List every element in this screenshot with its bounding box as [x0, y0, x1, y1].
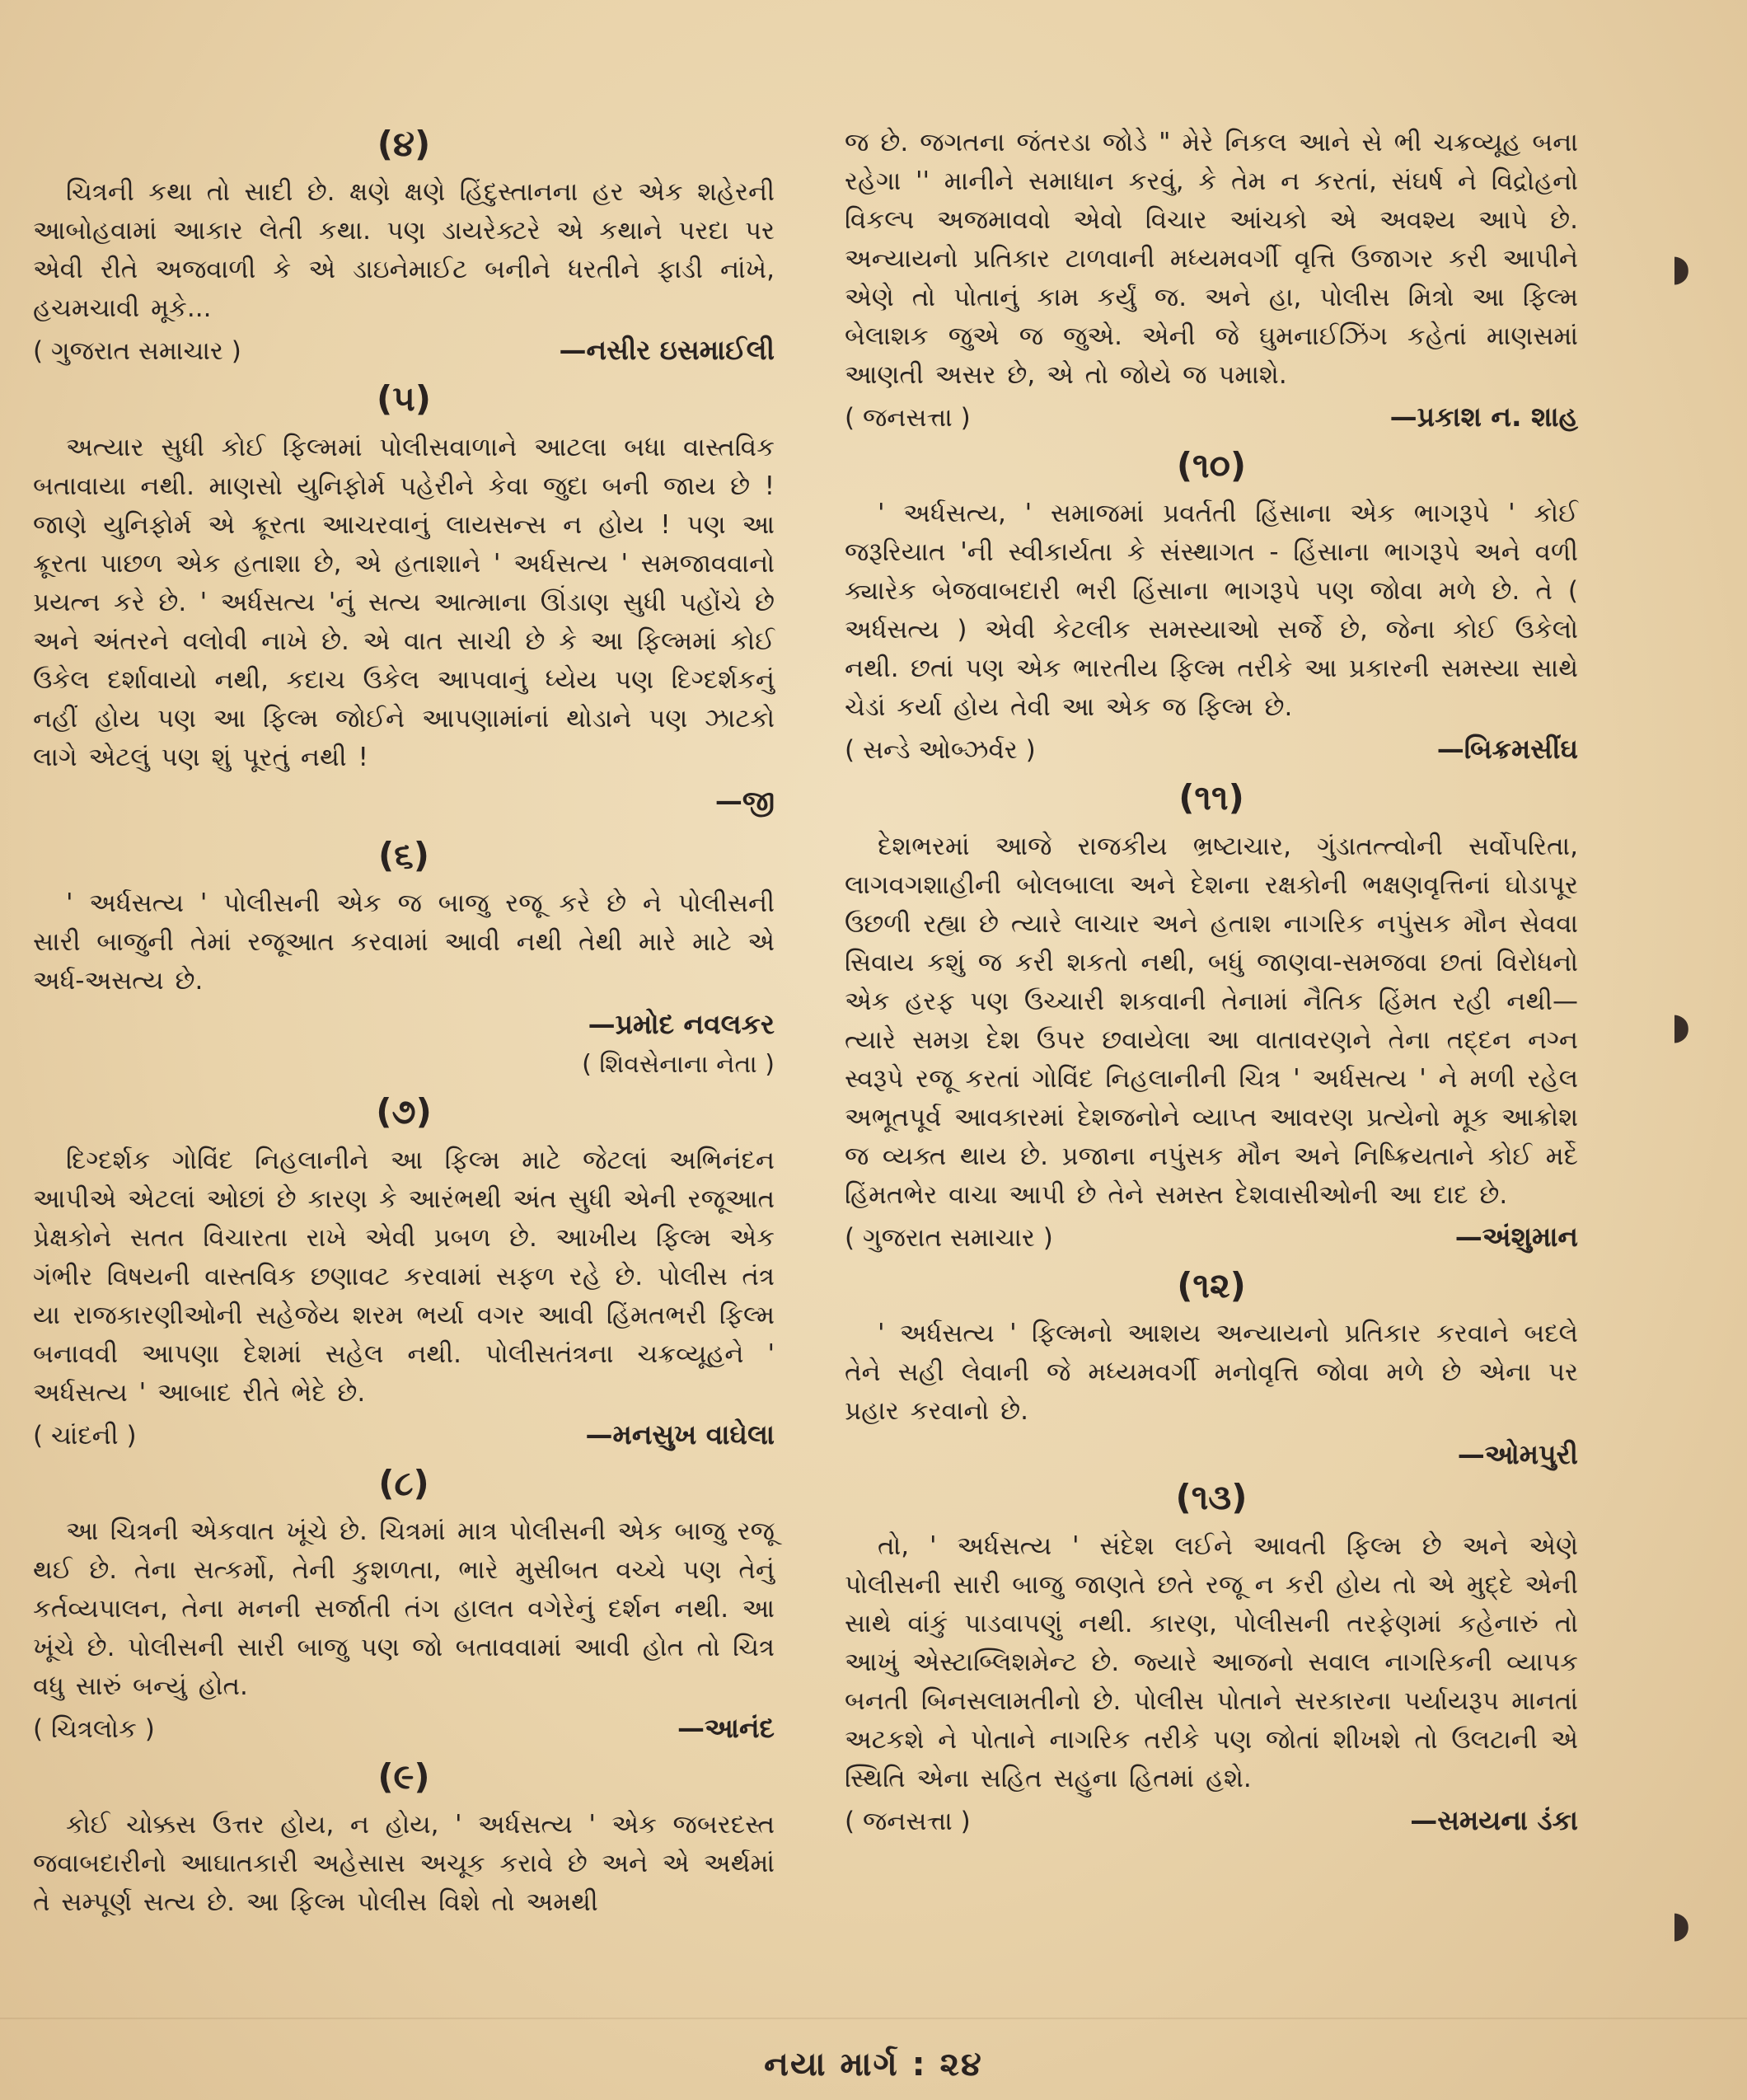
section-number: (૬): [378, 834, 429, 875]
author-name: —પ્રકાશ ન. શાહ: [1389, 401, 1578, 433]
section-number: (૧૦): [1176, 445, 1247, 485]
section-text: કોઈ ચોક્કસ ઉત્તર હોય, ન હોય, ' અર્ધસત્ય ' એક જબરદસ્ત જવાબદારીનો આઘાતકારી અહેસાસ અચૂક કરાવે છે અને એ અર્થમાં તે સમ્પૂર્ણ સત્ય છે. આ ફિલ્મ પોલીસ વિશે તો અમથી: [33, 1810, 775, 1918]
author-name: —જી: [714, 784, 775, 817]
margin-mark-icon: ◗: [1671, 247, 1691, 289]
signature-line: [845, 1802, 1578, 1840]
section-number: (૫): [377, 378, 431, 420]
signature-line: [33, 1416, 775, 1455]
section-text: તો, ' અર્ધસત્ય ' સંદેશ લઈને આવતી ફિલ્મ છે અને એણે પોલીસની સારી બાજુ જાણતે છતે રજૂ ન કરી હોય તો એ મુદ્દે એની સાથે વાંકું પાડવાપણું નથી. કારણ, પોલીસની તરફેણમાં કહેનારું તો આખું એસ્ટાબ્લિશમેન્ટ છે. જ્યારે આજનો સવાલ નાગરિકની વ્યાપક બનતી બિનસલામતીનો છે. પોલીસ પોતાને સરકારના પર્યાયરૂપ માનતાં અટકશે ને પોતાને નાગરિક તરીકે પણ જોતાં શીખશે તો ઉલટાની એ સ્થિતિ એના સહિત સહુના હિતમાં હશે.: [845, 1530, 1578, 1793]
section-10: [845, 445, 1578, 769]
source-name: ( જનસત્તા ): [845, 403, 971, 433]
section-4: [33, 124, 775, 370]
section-text: આ ચિત્રની એકવાત ખૂંચે છે. ચિત્રમાં માત્ર પોલીસની એક બાજુ રજૂ થઈ છે. તેના સત્કર્મો, તેની કુશળતા, ભારે મુસીબત વચ્ચે પણ તેનું કર્તવ્યપાલન, તેના મનની સર્જાતી તંગ હાલત વગેરેનું દર્શન નથી. આ ખૂંચે છે. પોલીસની સારી બાજુ પણ જો બતાવવામાં આવી હોત તો ચિત્ર વધુ સારું બન્યું હોત.: [33, 1516, 775, 1701]
author-name: —પ્રમોદ નવલકર: [588, 1008, 775, 1041]
section-text: જ છે. જગતના જંતરડા જોડે " મેરે નિકલ આને સે ભી ચક્રવ્યૂહ બના રહેગા '' માનીને સમાધાન કરવું, કે તેમ ન કરતાં, સંઘર્ષ ને વિદ્રોહનો વિકલ્પ અજમાવવો એવો વિચાર આંચકો એ અવશ્ય આપે છે. અન્યાયનો પ્રતિકાર ટાળવાની મધ્યમવર્ગી વૃત્તિ ઉજાગર કરી આપીને એણે તો પોતાનું કામ કર્યું જ. અને હા, પોલીસ મિત્રો આ ફિલ્મ બેલાશક જુએ જ જુએ. એની જે ઘુમનાઈઝિંગ કહેતાં માણસમાં આણતી અસર છે, એ તો જોયે જ પમાશે.: [845, 128, 1578, 390]
source-name: ( ચાંદની ): [33, 1420, 137, 1451]
section-number: (૧૧): [1178, 777, 1244, 818]
section-6: [33, 835, 775, 1083]
section-number: (૮): [378, 1462, 429, 1503]
right-column: [845, 124, 1578, 1849]
section-8: [33, 1463, 775, 1748]
signature-line: [845, 398, 1578, 437]
left-column: [33, 124, 775, 1922]
section-text: ' અર્ધસત્ય ' પોલીસની એક જ બાજુ રજૂ કરે છે ને પોલીસની સારી બાજુની તેમાં રજૂઆત કરવામાં આવી નથી તેથી મારે માટે એ અર્ધ-અસત્ય છે.: [33, 888, 775, 996]
signature-line: [33, 1709, 775, 1748]
author-name: —નસીર ઇસમાઈલી: [559, 334, 775, 367]
section-number: (૭): [376, 1091, 432, 1132]
section-11: [845, 777, 1578, 1256]
section-7: [33, 1091, 775, 1454]
section-9-continued: [845, 124, 1578, 437]
signature-line: [845, 1218, 1578, 1257]
margin-mark-icon: ◗: [1671, 1904, 1691, 1946]
source-name: ( જનસત્તા ): [845, 1806, 971, 1836]
section-text: દિગ્દર્શક ગોવિંદ નિહલાનીને આ ફિલ્મ માટે જેટલાં અભિનંદન આપીએ એટલાં ઓછાં છે કારણ કે આરંભથી અંત સુધી એની રજૂઆત પ્રેક્ષકોને સતત વિચારતા રાખે એવી પ્રબળ છે. આખીય ફિલ્મ એક ગંભીર વિષયની વાસ્તવિક છણાવટ કરવામાં સફળ રહે છે. પોલીસ તંત્ર યા રાજકારણીઓની સહેજેય શરમ ભર્યા વગર આવી હિંમતભરી ફિલ્મ બનાવવી આપણા દેશમાં સહેલ નથી. પોલીસતંત્રના ચક્રવ્યૂહને ' અર્ધસત્ય ' આબાદ રીતે ભેદે છે.: [33, 1145, 775, 1408]
section-12: [845, 1265, 1578, 1474]
section-text: દેશભરમાં આજે રાજકીય ભ્રષ્ટાચાર, ગુંડાતત્ત્વોની સર્વોપરિતા, લાગવગશાહીની બોલબાલા અને દેશના રક્ષકોની ભક્ષણવૃત્તિનાં ઘોડાપૂર ઉછળી રહ્યા છે ત્યારે લાચાર અને હતાશ નાગરિક નપુંસક મૌન સેવવા સિવાય કશું જ કરી શકતો નથી, બધું જાણવા-સમજવા છતાં વિરોધનો એક હરફ પણ ઉચ્ચારી શકવાની તેનામાં નૈતિક હિંમત રહી નથી—ત્યારે સમગ્ર દેશ ઉપર છવાયેલા આ વાતાવરણને તેના તદ્દન નગ્ન સ્વરૂપે રજૂ કરતાં ગોવિંદ નિહલાનીની ચિત્ર ' અર્ધસત્ય ' ને મળી રહેલ અભૂતપૂર્વ આવકારમાં દેશજનોને વ્યાપ્ત આવરણ પ્રત્યેનો મૂક આક્રોશ જ વ્યક્ત થાય છે. પ્રજાના નપુંસક મૌન અને નિષ્ક્રિયતાને કોઈ મર્દે હિંમતભેર વાચા આપી છે તેને સમસ્ત દેશવાસીઓની આ દાદ છે.: [845, 831, 1578, 1210]
section-13: [845, 1477, 1578, 1840]
section-number: (૧૩): [1175, 1477, 1248, 1518]
section-text: અત્યાર સુધી કોઈ ફિલ્મમાં પોલીસવાળાને આટલા બધા વાસ્તવિક બતાવાયા નથી. માણસો યુનિફોર્મ પહેરીને કેવા જુદા બની જાય છે ! જાણે યુનિફોર્મ એ ક્રૂરતા આચરવાનું લાયસન્સ ન હોય ! પણ આ ક્રૂરતા પાછળ એક હતાશા છે, એ હતાશાને ' અર્ધસત્ય ' સમજાવવાનો પ્રયત્ન કરે છે. ' અર્ધસત્ય 'નું સત્ય આત્માના ઊંડાણ સુધી પહોંચે છે અને અંતરને વલોવી નાખે છે. એ વાત સાચી છે કે આ ફિલ્મમાં કોઈ ઉકેલ દર્શાવાયો નથી, કદાચ ઉકેલ આપવાનું ધ્યેય પણ દિગ્દર્શકનું નહીં હોય પણ આ ફિલ્મ જોઈને આપણામાંનાં થોડાને પણ ઝાટકો લાગે એટલું પણ શું પૂરતું નથી !: [33, 432, 775, 772]
page-footer: નયા માર્ગ : ૨૪: [764, 2046, 983, 2084]
author-name: —બિક્રમસીંઘ: [1436, 733, 1578, 766]
author-name: —સમયના ડંકા: [1410, 1803, 1578, 1836]
margin-mark-icon: ◗: [1671, 1005, 1691, 1048]
section-number: (૪): [377, 124, 431, 164]
section-9: [33, 1756, 775, 1922]
author-name: —અંશુમાન: [1454, 1220, 1578, 1253]
author-name: —ઓમપુરી: [1457, 1438, 1578, 1471]
source-name: ( સન્ડે ઓબ્ઝર્વર ): [845, 735, 1036, 766]
section-text: ' અર્ધસત્ય, ' સમાજમાં પ્રવર્તતી હિંસાના એક ભાગરૂપે ' કોઈ જરૂરિયાત 'ની સ્વીકાર્યતા કે સંસ્થાગત - હિંસાના ભાગરૂપે અને વળી ક્યારેક બેજવાબદારી ભરી હિંસાના ભાગરૂપે પણ જોવા મળે છે. તે ( અર્ધસત્ય ) એવી કેટલીક સમસ્યાઓ સર્જે છે, જેના કોઈ ઉકેલો નથી. છતાં પણ એક ભારતીય ફિલ્મ તરીકે આ પ્રકારની સમસ્યા સાથે ચેડાં કર્યા હોય તેવી આ એક જ ફિલ્મ છે.: [845, 499, 1578, 723]
section-5: [33, 378, 775, 819]
author-note: ( શિવસેનાના નેતા ): [582, 1050, 775, 1080]
author-name: —આનંદ: [677, 1711, 775, 1744]
section-number: (૧૨): [1177, 1264, 1246, 1305]
source-name: ( ચિત્રલોક ): [33, 1713, 155, 1744]
section-text: ચિત્રની કથા તો સાદી છે. ક્ષણે ક્ષણે હિંદુસ્તાનના હર એક શહેરની આબોહવામાં આકાર લેતી કથા. પણ ડાયરેક્ટરે એ કથાને પરદા પર એવી રીતે અજવાળી કે એ ડાઇનેમાઈટ બનીને ધરતીને ફાડી નાંખે, હચમચાવી મૂકે...: [33, 177, 775, 324]
source-name: ( ગુજરાત સમાચાર ): [845, 1222, 1053, 1253]
signature-line: [33, 331, 775, 370]
source-name: ( ગુજરાત સમાચાર ): [33, 336, 241, 367]
author-name: —મનસુખ વાઘેલા: [585, 1418, 775, 1451]
section-number: (૯): [377, 1755, 430, 1797]
footer-divider: [0, 2018, 1747, 2019]
signature-line: [845, 730, 1578, 769]
section-text: ' અર્ધસત્ય ' ફિલ્મનો આશય અન્યાયનો પ્રતિકાર કરવાને બદલે તેને સહી લેવાની જે મધ્યમવર્ગી મનોવૃત્તિ જોવા મળે છે એના પર પ્રહાર કરવાનો છે.: [845, 1319, 1578, 1427]
